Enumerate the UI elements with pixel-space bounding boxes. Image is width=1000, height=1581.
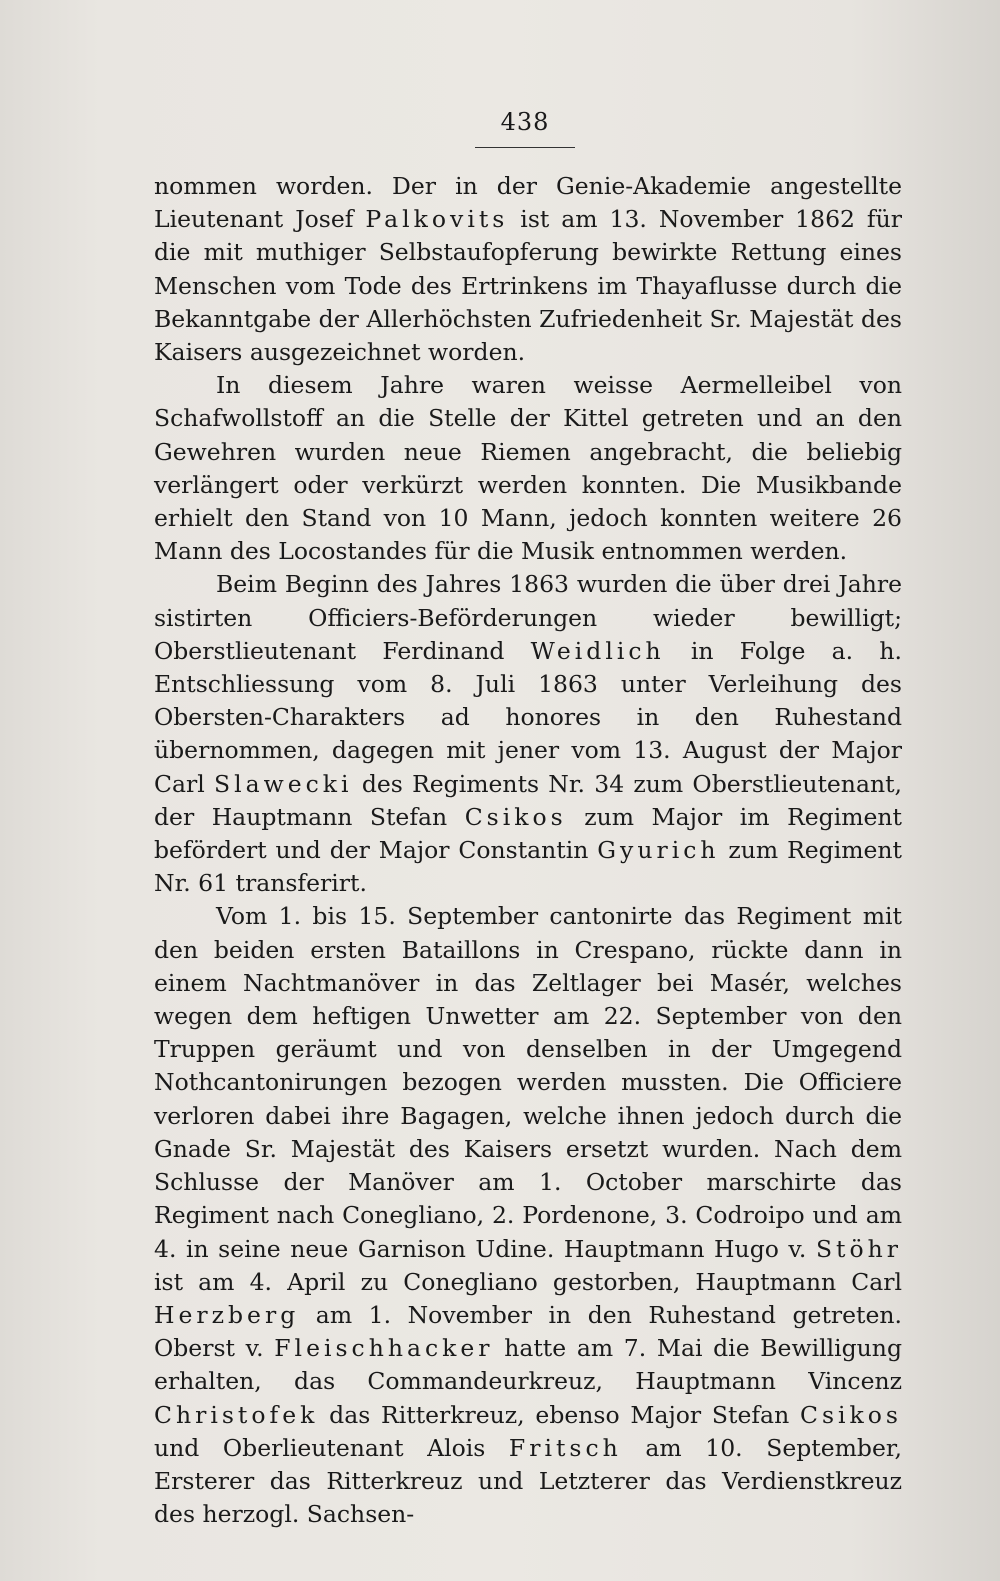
text-run: am 1. November in den Ruhestand getreten. Oberst v. [154,1300,902,1363]
spaced-name: Stöhr [815,1234,902,1263]
spaced-name: Weidlich [530,636,665,665]
text-run: Beim Beginn des Jahres 1863 wurden die über drei Jahre sistirten Officiers-Beförderungen wieder bewilligt; Oberstlieutenant Ferdinand [154,570,902,665]
page-number: 438 [500,108,550,136]
paragraph [154,568,902,900]
paragraph [154,369,902,568]
spaced-name: Gyurich [597,836,720,865]
text-run: und Oberlieutenant Alois [154,1433,509,1462]
text-run: zum Major im Regiment befördert und der Major Constantin [154,802,902,865]
body-text [154,170,902,1531]
spaced-name: Fleischhacker [274,1334,494,1363]
header-rule [475,147,575,148]
text-run: Vom 1. bis 15. September cantonirte das Regiment mit den beiden ersten Bataillons in Crespano, rückte dann in einem Nachtmanöver in das Zeltlager bei Masér, welches wegen dem heftigen Unwetter am 22. September von den Truppen geräumt und von denselben in der Umgegend Nothcantonirungen bezogen werden mussten. Die Officiere verloren dabei ihre Bagagen, welche ihnen jedoch durch die Gnade Sr. Majestät des Kaisers ersetzt wurden. Nach dem Schlusse der Manöver am 1. October marschirte das Regiment nach Conegliano, 2. Pordenone, 3. Codroipo und am 4. in seine neue Garnison Udine. Hauptmann Hugo v. [154,902,902,1263]
text-run: ist am 13. November 1862 für die mit muthiger Selbstaufopferung bewirkte Rettung eines Menschen vom Tode des Ertrinkens im Thayaflusse durch die Bekanntgabe der Allerhöchsten Zufriedenheit Sr. Majestät des Kaisers ausgezeichnet worden. [154,205,902,367]
spaced-name: Fritsch [508,1433,622,1462]
text-run: ist am 4. April zu Conegliano gestorben, Hauptmann Carl [154,1267,902,1296]
spaced-name: Palkovits [365,205,509,234]
paragraph [154,900,902,1531]
spaced-name: Herzberg [154,1300,300,1329]
text-run: nommen worden. Der in der Genie-Akademie angestellte Lieutenant Josef [154,172,902,234]
spaced-name: Slawecki [214,769,353,798]
text-run: in Folge a. h. Entschliessung vom 8. Juli 1863 unter Verleihung des Obersten-Charakters ad honores in den Ruhestand übernommen, dagegen mit jener vom 13. August der Major Carl [154,636,902,798]
paragraph [154,170,902,369]
spaced-name: Christofek [154,1400,319,1429]
spaced-name: Csikos [799,1400,902,1429]
spaced-name: Csikos [464,802,567,831]
text-run: zum Regiment Nr. 61 transferirt. [154,836,902,898]
text-run: In diesem Jahre waren weisse Aermelleibel von Schafwollstoff an die Stelle der Kittel getreten und an den Gewehren wurden neue Riemen angebracht, die beliebig verlängert oder verkürzt werden konnten. Die Musikbande erhielt den Stand von 10 Mann, jedoch konnten weitere 26 Mann des Locostandes für die Musik entnommen werden. [154,371,902,566]
text-run: am 10. September, Ersterer das Ritterkreuz und Letzterer das Verdienstkreuz des herzogl. Sachsen- [154,1433,902,1529]
text-run: hatte am 7. Mai die Bewilligung erhalten, das Commandeurkreuz, Hauptmann Vincenz [154,1334,902,1396]
text-run: des Regiments Nr. 34 zum Oberstlieutenant, der Hauptmann Stefan [154,769,903,831]
text-run: das Ritterkreuz, ebenso Major Stefan [318,1400,800,1429]
